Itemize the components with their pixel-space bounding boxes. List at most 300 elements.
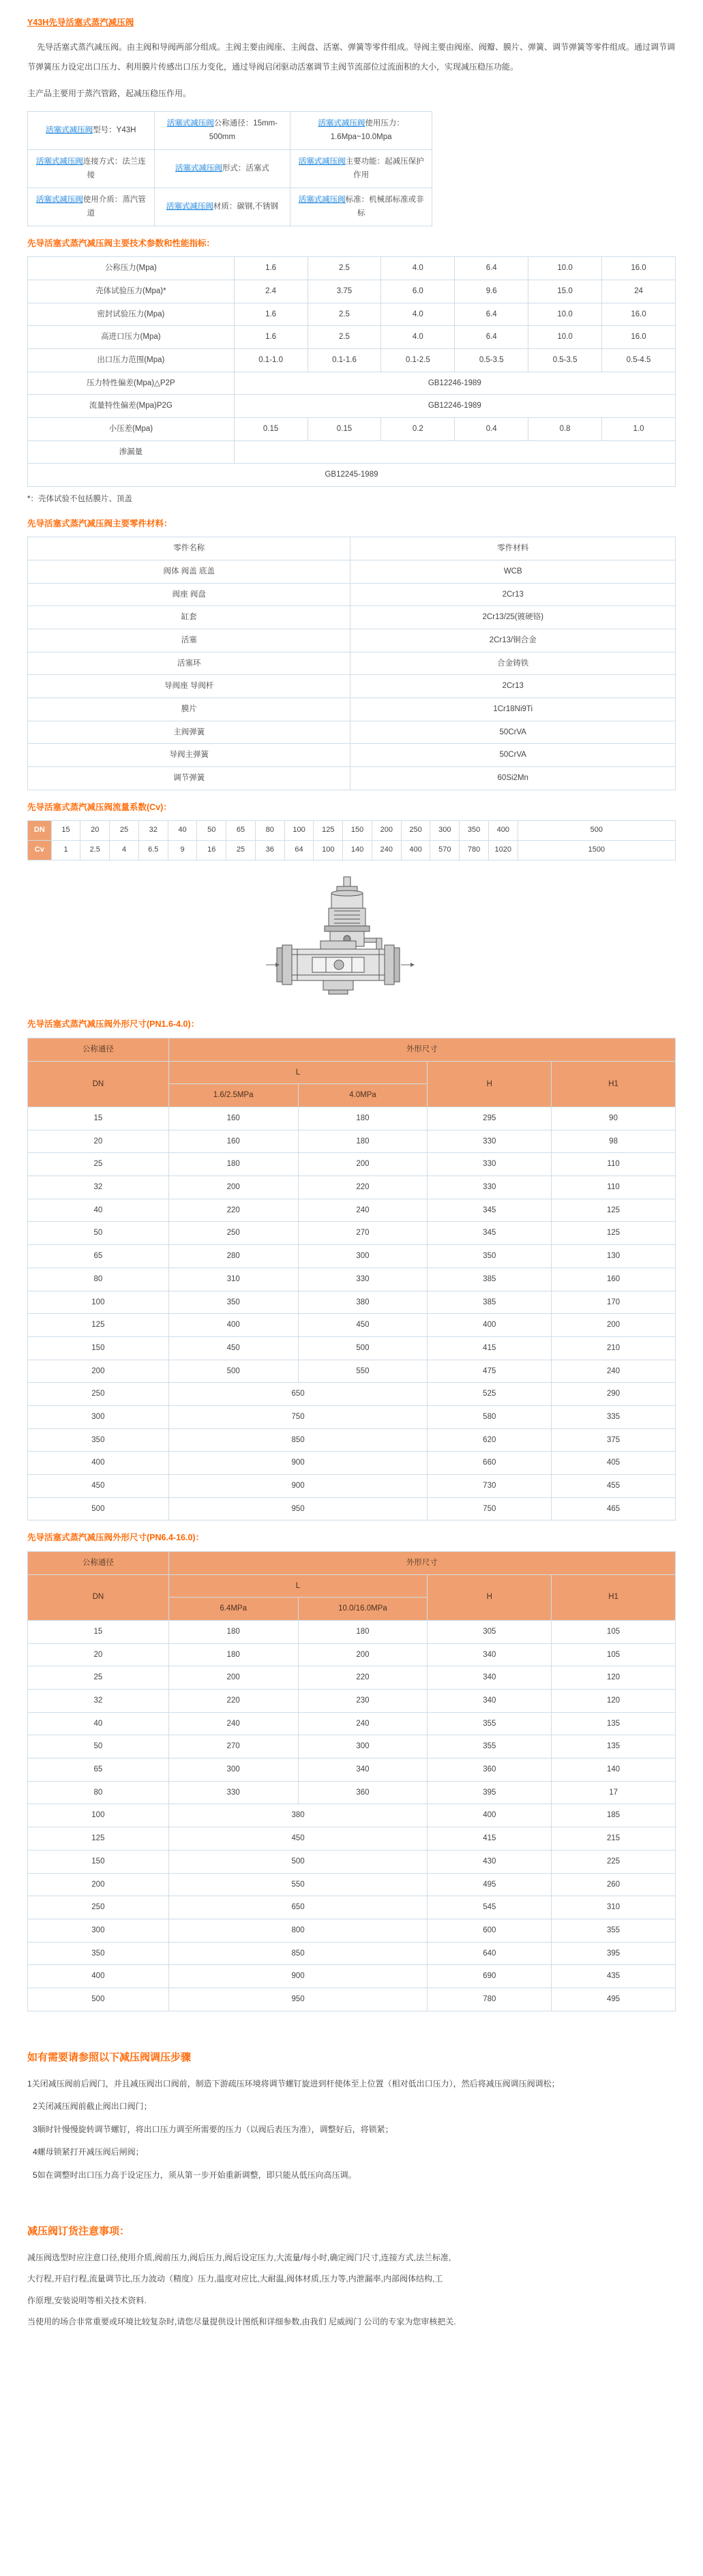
material-part-material: 2Cr13 bbox=[350, 675, 676, 698]
dim-l-merged: 950 bbox=[168, 1497, 428, 1521]
dim-dn: 32 bbox=[28, 1176, 169, 1199]
performance-row bbox=[28, 395, 676, 418]
dim-l2: 380 bbox=[298, 1291, 428, 1314]
product-link[interactable]: 活塞式减压阀 bbox=[35, 196, 83, 205]
material-heading: 先导活塞式蒸汽减压阀主要零件材料： bbox=[27, 518, 173, 528]
dim-h: 345 bbox=[428, 1222, 552, 1245]
dim-h: 305 bbox=[428, 1620, 552, 1643]
performance-row-label: 小压差(Mpa) bbox=[28, 417, 235, 440]
dim-dn: 300 bbox=[28, 1919, 169, 1942]
dim-l1: 180 bbox=[168, 1643, 298, 1666]
dim-l2: 240 bbox=[298, 1199, 428, 1222]
dim-l-merged: 900 bbox=[168, 1965, 428, 1988]
dim-h1: 375 bbox=[552, 1428, 676, 1452]
performance-row-label: 流量特性偏差(Mpa)P2G bbox=[28, 395, 235, 418]
document-page bbox=[0, 15, 703, 2350]
dim-l2: 500 bbox=[298, 1336, 428, 1360]
dim-header-dn: 公称通径 bbox=[28, 1551, 169, 1574]
spec-value: 型号：Y43H bbox=[93, 126, 136, 135]
cv-cell: 15 bbox=[51, 821, 80, 841]
dim-row bbox=[28, 1268, 676, 1291]
dim-row bbox=[28, 1475, 676, 1498]
material-part-material: WCB bbox=[350, 560, 676, 583]
dim-dn: 250 bbox=[28, 1383, 169, 1406]
performance-row-label: 渗漏量 bbox=[28, 440, 235, 464]
dim-row bbox=[28, 1452, 676, 1475]
spec-value: 公称通径：15mm-500mm bbox=[209, 119, 278, 142]
dim-h1: 395 bbox=[552, 1942, 676, 1965]
performance-value: 1.6 bbox=[234, 326, 308, 349]
dim-dn: 50 bbox=[28, 1735, 169, 1758]
product-link[interactable]: 活塞式减压阀 bbox=[46, 126, 93, 135]
dim-row bbox=[28, 1850, 676, 1873]
performance-row bbox=[28, 372, 676, 395]
cv-cell: 36 bbox=[255, 841, 284, 860]
dimension2-heading: 先导活塞式蒸汽减压阀外形尺寸(PN6.4-16.0)： bbox=[27, 1533, 205, 1543]
dim-row bbox=[28, 1405, 676, 1428]
performance-value: 6.4 bbox=[455, 326, 528, 349]
cv-cell: 32 bbox=[138, 821, 168, 841]
dim-header-h1: H1 bbox=[552, 1061, 676, 1107]
performance-value: 4.0 bbox=[381, 303, 455, 326]
order-line-3: 作原理,安装说明等相关技术资料. bbox=[27, 2295, 147, 2305]
cv-cell: 2.5 bbox=[80, 841, 110, 860]
cv-table bbox=[27, 820, 676, 860]
dim-l2: 200 bbox=[298, 1153, 428, 1176]
product-link[interactable]: 活塞式减压阀 bbox=[35, 158, 83, 166]
dim-dn: 300 bbox=[28, 1405, 169, 1428]
performance-row-label: 密封试验压力(Mpa) bbox=[28, 303, 235, 326]
performance-row bbox=[28, 326, 676, 349]
dim-h1: 335 bbox=[552, 1405, 676, 1428]
valve-cross-section-drawing bbox=[250, 873, 454, 1002]
performance-standard-row bbox=[28, 464, 676, 487]
valve-diagram bbox=[0, 873, 703, 1008]
material-part-name: 活塞环 bbox=[28, 652, 350, 675]
material-row bbox=[28, 583, 676, 606]
cv-cell: 64 bbox=[284, 841, 314, 860]
dim-header-l-sub-1: 6.4MPa bbox=[168, 1598, 298, 1621]
dim-h1: 110 bbox=[552, 1153, 676, 1176]
dim-h1: 125 bbox=[552, 1199, 676, 1222]
dim-dn: 15 bbox=[28, 1107, 169, 1130]
spec-value: 材质：碳钢,不锈钢 bbox=[213, 203, 279, 211]
dim-h: 430 bbox=[428, 1850, 552, 1873]
material-part-material: 2Cr13/铜合金 bbox=[350, 629, 676, 652]
performance-value: 0.4 bbox=[455, 417, 528, 440]
dim-h1: 355 bbox=[552, 1919, 676, 1942]
spec-row bbox=[28, 149, 432, 188]
dim-row bbox=[28, 1690, 676, 1713]
performance-value: 3.75 bbox=[308, 280, 381, 303]
cv-cell: 65 bbox=[226, 821, 256, 841]
performance-value: 1.6 bbox=[234, 303, 308, 326]
cv-cell: 9 bbox=[168, 841, 197, 860]
dim-l-merged: 650 bbox=[168, 1896, 428, 1919]
dim-dn: 40 bbox=[28, 1199, 169, 1222]
dim-h1: 120 bbox=[552, 1666, 676, 1690]
product-link[interactable]: 活塞式减压阀 bbox=[298, 196, 346, 205]
dim-dn: 400 bbox=[28, 1965, 169, 1988]
dim-l1: 350 bbox=[168, 1291, 298, 1314]
performance-row bbox=[28, 257, 676, 280]
spec-value: 主要功能：起减压保护作用 bbox=[345, 158, 424, 180]
material-row bbox=[28, 560, 676, 583]
order-line-1: 减压阀选型时应注意口径,使用介质,阀前压力,阀后压力,阀后设定压力,大流量/每小时,确定阀门尺寸,连接方式,法兰标准, bbox=[27, 2252, 451, 2262]
product-link[interactable]: 活塞式减压阀 bbox=[318, 119, 365, 128]
dim-h1: 260 bbox=[552, 1873, 676, 1896]
dim-l1: 160 bbox=[168, 1107, 298, 1130]
cv-cell: 400 bbox=[401, 841, 430, 860]
dim-header-l-sub-2: 4.0MPa bbox=[298, 1084, 428, 1107]
spec-cell bbox=[28, 111, 155, 149]
dim-h1: 135 bbox=[552, 1735, 676, 1758]
dim-h1: 120 bbox=[552, 1690, 676, 1713]
material-part-name: 导阀座 导阀杆 bbox=[28, 675, 350, 698]
performance-row-label: 公称压力(Mpa) bbox=[28, 257, 235, 280]
performance-value: 0.2 bbox=[381, 417, 455, 440]
dim-l2: 180 bbox=[298, 1107, 428, 1130]
performance-row bbox=[28, 280, 676, 303]
dim-l1: 220 bbox=[168, 1690, 298, 1713]
dim-h1: 125 bbox=[552, 1222, 676, 1245]
dim-l-merged: 380 bbox=[168, 1804, 428, 1827]
performance-value: 16.0 bbox=[602, 303, 676, 326]
dim-l2: 200 bbox=[298, 1643, 428, 1666]
performance-value: 10.0 bbox=[528, 257, 602, 280]
dim-l1: 300 bbox=[168, 1758, 298, 1782]
dim-header-row-1 bbox=[28, 1551, 676, 1574]
dim-row bbox=[28, 1130, 676, 1153]
dim-row bbox=[28, 1360, 676, 1383]
dim-h1: 290 bbox=[552, 1383, 676, 1406]
dim-l1: 220 bbox=[168, 1199, 298, 1222]
cv-cell: 1020 bbox=[488, 841, 518, 860]
dim-h: 660 bbox=[428, 1452, 552, 1475]
cv-cell: 80 bbox=[255, 821, 284, 841]
dim-header-group: 外形尺寸 bbox=[168, 1551, 675, 1574]
dim-h: 545 bbox=[428, 1896, 552, 1919]
performance-row-label: 压力特性偏差(Mpa)△P2P bbox=[28, 372, 235, 395]
product-link[interactable]: 活塞式减压阀 bbox=[175, 164, 222, 173]
material-part-name: 调节弹簧 bbox=[28, 767, 350, 790]
cv-cell: 40 bbox=[168, 821, 197, 841]
performance-value: 2.5 bbox=[308, 326, 381, 349]
product-link[interactable]: 活塞式减压阀 bbox=[166, 119, 214, 128]
material-row bbox=[28, 767, 676, 790]
dim-l1: 200 bbox=[168, 1176, 298, 1199]
dim-h: 750 bbox=[428, 1497, 552, 1521]
dim-dn: 25 bbox=[28, 1666, 169, 1690]
material-header-row bbox=[28, 537, 676, 560]
material-row bbox=[28, 744, 676, 767]
dim-h1: 215 bbox=[552, 1827, 676, 1851]
performance-value: 0.1-2.5 bbox=[381, 348, 455, 372]
cv-cell: 780 bbox=[460, 841, 489, 860]
dim-h1: 405 bbox=[552, 1452, 676, 1475]
dim-h: 600 bbox=[428, 1919, 552, 1942]
dim-row bbox=[28, 1896, 676, 1919]
dim-row bbox=[28, 1245, 676, 1268]
performance-value: 0.15 bbox=[234, 417, 308, 440]
cv-value-row bbox=[28, 841, 676, 860]
dim-h1: 435 bbox=[552, 1965, 676, 1988]
dim-h: 780 bbox=[428, 1988, 552, 2011]
dim-h: 355 bbox=[428, 1712, 552, 1735]
performance-value: 6.4 bbox=[455, 257, 528, 280]
cv-cell: 6.5 bbox=[138, 841, 168, 860]
dim-dn: 200 bbox=[28, 1873, 169, 1896]
dim-h: 355 bbox=[428, 1735, 552, 1758]
dim-h: 345 bbox=[428, 1199, 552, 1222]
dim-header-row-1 bbox=[28, 1038, 676, 1061]
performance-row-label: 高进口压力(Mpa) bbox=[28, 326, 235, 349]
performance-footnote: *：壳体试验不包括膜片、顶盖 bbox=[27, 495, 132, 504]
dim-l1: 280 bbox=[168, 1245, 298, 1268]
dim-h: 395 bbox=[428, 1781, 552, 1804]
dim-h: 330 bbox=[428, 1130, 552, 1153]
spec-value: 使用压力：1.6Mpa~10.0Mpa bbox=[330, 119, 404, 142]
performance-value: 24 bbox=[602, 280, 676, 303]
dim-row bbox=[28, 1497, 676, 1521]
dim-h: 385 bbox=[428, 1268, 552, 1291]
spec-value: 使用介质：蒸汽管道 bbox=[83, 196, 146, 218]
dim-l2: 450 bbox=[298, 1314, 428, 1337]
dim-l1: 400 bbox=[168, 1314, 298, 1337]
dim-h1: 135 bbox=[552, 1712, 676, 1735]
cv-cell: 150 bbox=[343, 821, 372, 841]
cv-cell: 240 bbox=[372, 841, 401, 860]
dim-row bbox=[28, 1919, 676, 1942]
cv-cell: 25 bbox=[110, 821, 139, 841]
dim-dn: 50 bbox=[28, 1222, 169, 1245]
dim-dn: 25 bbox=[28, 1153, 169, 1176]
dim-h: 385 bbox=[428, 1291, 552, 1314]
dim-row bbox=[28, 1827, 676, 1851]
performance-table bbox=[27, 256, 676, 487]
dim-header-l: L bbox=[168, 1574, 428, 1598]
spec-value: 标准：机械部标准或非标 bbox=[345, 196, 424, 218]
performance-standard-value: GB12245-1989 bbox=[28, 464, 676, 487]
dim-header-h: H bbox=[428, 1061, 552, 1107]
dim-row bbox=[28, 1666, 676, 1690]
performance-value: 16.0 bbox=[602, 326, 676, 349]
dim-h: 295 bbox=[428, 1107, 552, 1130]
cv-cell: 300 bbox=[430, 821, 460, 841]
material-part-name: 导阀主弹簧 bbox=[28, 744, 350, 767]
spec-cell bbox=[154, 111, 290, 149]
material-part-name: 阀座 阀盘 bbox=[28, 583, 350, 606]
dim-h1: 240 bbox=[552, 1360, 676, 1383]
spec-value: 连接方式：法兰连接 bbox=[83, 158, 146, 180]
cv-cell: 25 bbox=[226, 841, 256, 860]
performance-row-label: 壳体试验压力(Mpa)* bbox=[28, 280, 235, 303]
dim-l2: 220 bbox=[298, 1666, 428, 1690]
cv-cell: 570 bbox=[430, 841, 460, 860]
cv-cell: 50 bbox=[197, 821, 226, 841]
dim-h1: 170 bbox=[552, 1291, 676, 1314]
dim-dn: 500 bbox=[28, 1988, 169, 2011]
dim-l-merged: 500 bbox=[168, 1850, 428, 1873]
dim-h: 415 bbox=[428, 1827, 552, 1851]
dim-h1: 90 bbox=[552, 1107, 676, 1130]
cv-cell: 20 bbox=[80, 821, 110, 841]
performance-value: 10.0 bbox=[528, 326, 602, 349]
dim-h1: 105 bbox=[552, 1643, 676, 1666]
dim-h: 340 bbox=[428, 1666, 552, 1690]
dim-h: 690 bbox=[428, 1965, 552, 1988]
dim-dn: 32 bbox=[28, 1690, 169, 1713]
spec-cell bbox=[290, 111, 432, 149]
material-row bbox=[28, 629, 676, 652]
dim-h1: 98 bbox=[552, 1130, 676, 1153]
cv-cell-wide: 1500 bbox=[518, 841, 675, 860]
dim-h: 330 bbox=[428, 1153, 552, 1176]
dim-h: 495 bbox=[428, 1873, 552, 1896]
product-link[interactable]: 活塞式减压阀 bbox=[298, 158, 346, 166]
performance-value: 1.0 bbox=[602, 417, 676, 440]
order-line-4: 当使用的场合非常重要或环境比较复杂时,请您尽量提供设计图纸和详细参数,由我们 尼威阀门 公司的专家为您审核把关. bbox=[27, 2317, 456, 2327]
cv-cell: 100 bbox=[314, 841, 343, 860]
dim-l-merged: 650 bbox=[168, 1383, 428, 1406]
intro-paragraph-2: 主产品主要用于蒸汽管路，起减压稳压作用。 bbox=[27, 89, 192, 99]
cv-cell: 350 bbox=[460, 821, 489, 841]
cv-cell: 125 bbox=[314, 821, 343, 841]
dim-l2: 180 bbox=[298, 1130, 428, 1153]
dim-l1: 160 bbox=[168, 1130, 298, 1153]
dim-h: 620 bbox=[428, 1428, 552, 1452]
dim-dn: 125 bbox=[28, 1827, 169, 1851]
dim-l1: 250 bbox=[168, 1222, 298, 1245]
dim-dn: 65 bbox=[28, 1758, 169, 1782]
performance-value: 0.5-3.5 bbox=[528, 348, 602, 372]
dim-row bbox=[28, 1804, 676, 1827]
page-title bbox=[27, 15, 703, 31]
dim-h1: 225 bbox=[552, 1850, 676, 1873]
dim-h: 525 bbox=[428, 1383, 552, 1406]
performance-value: 4.0 bbox=[381, 257, 455, 280]
dim-dn: 15 bbox=[28, 1620, 169, 1643]
performance-value: 4.0 bbox=[381, 326, 455, 349]
dim-row bbox=[28, 1222, 676, 1245]
dim-l-merged: 750 bbox=[168, 1405, 428, 1428]
dim-row bbox=[28, 1199, 676, 1222]
dim-dn: 500 bbox=[28, 1497, 169, 1521]
spec-row bbox=[28, 111, 432, 149]
dim-l2: 270 bbox=[298, 1222, 428, 1245]
material-part-name: 膜片 bbox=[28, 698, 350, 721]
dim-row bbox=[28, 1712, 676, 1735]
spec-value: 形式：活塞式 bbox=[222, 164, 269, 173]
dim-h1: 110 bbox=[552, 1176, 676, 1199]
dim-h1: 310 bbox=[552, 1896, 676, 1919]
dim-dn: 100 bbox=[28, 1291, 169, 1314]
dim-h: 640 bbox=[428, 1942, 552, 1965]
dim-row bbox=[28, 1314, 676, 1337]
dim-l-merged: 850 bbox=[168, 1942, 428, 1965]
dim-row bbox=[28, 1291, 676, 1314]
material-part-material: 60Si2Mn bbox=[350, 767, 676, 790]
dim-h1: 105 bbox=[552, 1620, 676, 1643]
dim-row bbox=[28, 1107, 676, 1130]
dim-l2: 180 bbox=[298, 1620, 428, 1643]
dim-h: 360 bbox=[428, 1758, 552, 1782]
dim-l1: 310 bbox=[168, 1268, 298, 1291]
dim-row bbox=[28, 1153, 676, 1176]
dim-h: 400 bbox=[428, 1804, 552, 1827]
performance-value: 6.0 bbox=[381, 280, 455, 303]
dim-h1: 455 bbox=[552, 1475, 676, 1498]
dim-dn: 100 bbox=[28, 1804, 169, 1827]
performance-value: 2.4 bbox=[234, 280, 308, 303]
dim-h1: 140 bbox=[552, 1758, 676, 1782]
dim-header-dn: 公称通径 bbox=[28, 1038, 169, 1061]
material-row bbox=[28, 721, 676, 744]
material-row bbox=[28, 675, 676, 698]
spec-cell bbox=[28, 149, 155, 188]
dim-row bbox=[28, 1781, 676, 1804]
performance-row-label: 出口压力范围(Mpa) bbox=[28, 348, 235, 372]
dim-l1: 450 bbox=[168, 1336, 298, 1360]
performance-value bbox=[234, 440, 675, 464]
cv-cell: 400 bbox=[488, 821, 518, 841]
cv-row-label: Cv bbox=[28, 841, 52, 860]
adjustment-heading: 如有需要请参照以下减压阀调压步骤 bbox=[27, 2051, 192, 2063]
dim-dn: 20 bbox=[28, 1643, 169, 1666]
dim-l2: 340 bbox=[298, 1758, 428, 1782]
performance-row bbox=[28, 303, 676, 326]
order-line-2: 大行程,开启行程,流量调节比,压力波动（精度）压力,温度对应比,大耐温,阀体材质,压力等,内泄漏率,内部阀体结构,工 bbox=[27, 2274, 443, 2284]
dim-h: 580 bbox=[428, 1405, 552, 1428]
dim-l2: 230 bbox=[298, 1690, 428, 1713]
spec-table bbox=[27, 111, 432, 226]
dim-h1: 130 bbox=[552, 1245, 676, 1268]
dim-row bbox=[28, 1643, 676, 1666]
dim-row bbox=[28, 1383, 676, 1406]
material-header-cell: 零件材料 bbox=[350, 537, 676, 560]
performance-heading: 先导活塞式蒸汽减压阀主要技术参数和性能指标： bbox=[27, 238, 215, 248]
dim-l1: 270 bbox=[168, 1735, 298, 1758]
dim-l2: 360 bbox=[298, 1781, 428, 1804]
material-part-material: 50CrVA bbox=[350, 744, 676, 767]
performance-value: 0.15 bbox=[308, 417, 381, 440]
cv-cell-wide: 500 bbox=[518, 821, 675, 841]
dim-l-merged: 800 bbox=[168, 1919, 428, 1942]
product-link[interactable]: 活塞式减压阀 bbox=[166, 203, 213, 211]
dimension-table-1 bbox=[27, 1038, 676, 1521]
adjust-step-2: 2关闭减压阀前截止阀出口阀门； bbox=[33, 2101, 152, 2112]
dim-l1: 180 bbox=[168, 1153, 298, 1176]
dim-h: 730 bbox=[428, 1475, 552, 1498]
dim-l2: 330 bbox=[298, 1268, 428, 1291]
material-part-material: 2Cr13 bbox=[350, 583, 676, 606]
intro-paragraph-1: 先导活塞式蒸汽减压阀。由主阀和导阀两部分组成。主阀主要由阀座、主阀盘、活塞、弹簧等零件组成。导阀主要由阀座、阀瓣、膜片、弹簧、调节弹簧等零件组成。通过调节调节弹簧压力设定出口压力、利用膜片传感出口压力变化，通过导阀启闭驱动活塞调节主阀节流部位过流面积的大小，实现减压稳压功能。 bbox=[27, 42, 676, 72]
performance-value: 0.1-1.6 bbox=[308, 348, 381, 372]
dim-row bbox=[28, 1965, 676, 1988]
dim-dn: 80 bbox=[28, 1268, 169, 1291]
dim-header-dn-sub: DN bbox=[28, 1061, 169, 1107]
dim-l-merged: 850 bbox=[168, 1428, 428, 1452]
dim-h: 400 bbox=[428, 1314, 552, 1337]
dim-dn: 150 bbox=[28, 1336, 169, 1360]
performance-value: 0.1-1.0 bbox=[234, 348, 308, 372]
dim-l2: 300 bbox=[298, 1245, 428, 1268]
performance-value: 9.6 bbox=[455, 280, 528, 303]
material-part-name: 阀体 阀盖 底盖 bbox=[28, 560, 350, 583]
dim-h1: 465 bbox=[552, 1497, 676, 1521]
dim-l2: 220 bbox=[298, 1176, 428, 1199]
dim-dn: 350 bbox=[28, 1942, 169, 1965]
